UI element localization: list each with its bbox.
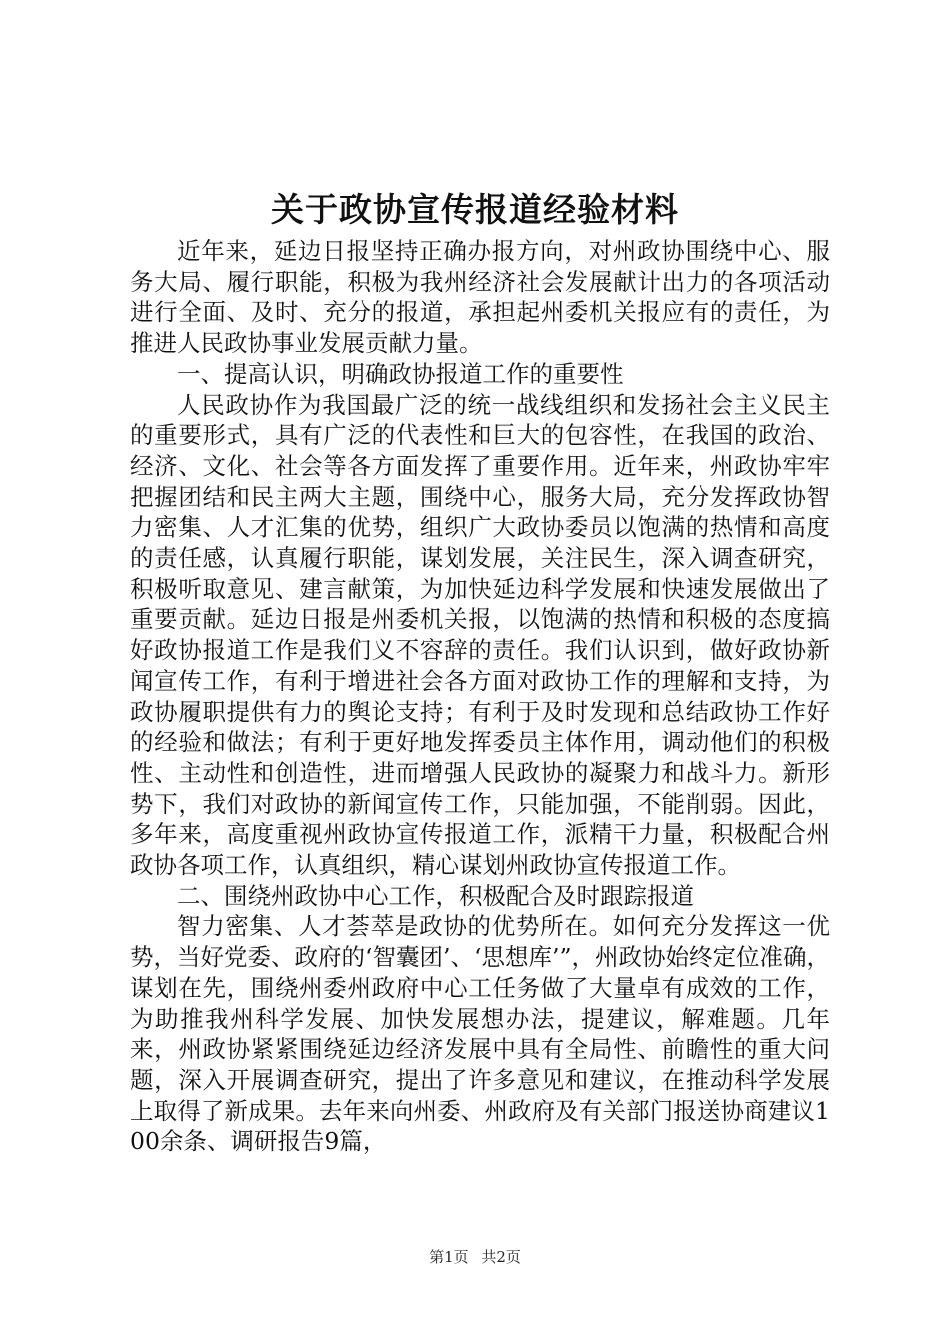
- page-total: 共2页: [481, 1248, 521, 1266]
- document-title: 关于政协宣传报道经验材料: [271, 190, 679, 229]
- paragraph-section-2: 智力密集、人才荟萃是政协的优势所在。如何充分发挥这一优势，当好党委、政府的‘智囊团’、‘思想库’”，州政协始终定位准确，谋划在先，围绕州委州政府中心工任务做了大量卓有成效的工作，为助推我州科学发展、加快发展想办法，提建议，解难题。几年来，州政协紧紧围绕延边经济发展中具有全局性、前瞻性的重大问题，深入开展调查研究，提出了许多意见和建议，在推动科学发展上取得了新成果。去年来向州委、州政府及有关部门报送协商建议100余条、调研报告9篇，: [130, 912, 830, 1156]
- document-body: [130, 236, 830, 1157]
- page-number: 第1页: [429, 1248, 469, 1266]
- page-footer: [0, 1247, 950, 1267]
- paragraph-section-1: 人民政协作为我国最广泛的统一战线组织和发扬社会主义民主的重要形式，具有广泛的代表性和巨大的包容性，在我国的政治、经济、文化、社会等各方面发挥了重要作用。近年来，州政协牢牢把握团结和民主两大主题，围绕中心，服务大局，充分发挥政协智力密集、人才汇集的优势，组织广大政协委员以饱满的热情和高度的责任感，认真履行职能，谋划发展，关注民生，深入调查研究，积极听取意见、建言献策，为加快延边科学发展和快速发展做出了重要贡献。延边日报是州委机关报，以饱满的热情和积极的态度搞好政协报道工作是我们义不容辞的责任。我们认识到，做好政协新闻宣传工作，有利于增进社会各方面对政协工作的理解和支持，为政协履职提供有力的舆论支持；有利于及时发现和总结政协工作好的经验和做法；有利于更好地发挥委员主体作用，调动他们的积极性、主动性和创造性，进而增强人民政协的凝聚力和战斗力。新形势下，我们对政协的新闻宣传工作，只能加强，不能削弱。因此，多年来，高度重视州政协宣传报道工作，派精干力量，积极配合州政协各项工作，认真组织，精心谋划州政协宣传报道工作。: [130, 390, 830, 880]
- section-heading-2: 二、围绕州政协中心工作，积极配合及时跟踪报道: [177, 881, 694, 910]
- section-heading-1: 一、提高认识，明确政协报道工作的重要性: [177, 359, 624, 388]
- paragraph-intro: 近年来，延边日报坚持正确办报方向，对州政协围绕中心、服务大局、履行职能，积极为我州经济社会发展献计出力的各项活动进行全面、及时、充分的报道，承担起州委机关报应有的责任，为推进人民政协事业发展贡献力量。: [130, 237, 830, 358]
